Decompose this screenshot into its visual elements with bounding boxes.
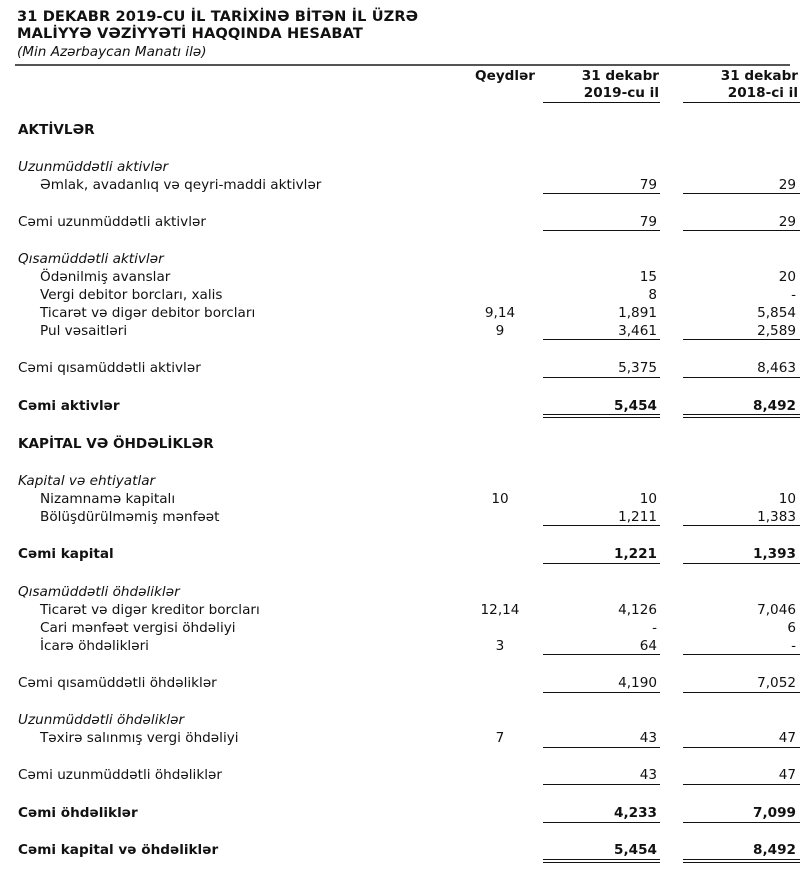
underline — [683, 822, 800, 823]
row-value-2019: 4,190 — [618, 675, 657, 691]
table-row — [0, 601, 800, 619]
double-underline — [683, 414, 800, 418]
row-value-2018: 1,393 — [753, 546, 796, 562]
underline — [683, 525, 800, 526]
row-value-2019: 3,461 — [618, 323, 657, 339]
row-label: Nizamnamə kapitalı — [40, 491, 176, 507]
row-note: 10 — [491, 491, 509, 507]
row-label: Cəmi qısamüddətli öhdəliklər — [18, 675, 217, 691]
underline — [543, 525, 660, 526]
underline — [543, 654, 660, 655]
row-value-2018: 7,046 — [757, 602, 796, 618]
total-row-assets — [0, 397, 800, 415]
row-label: Bölüşdürülməmiş mənfəət — [40, 509, 220, 525]
double-underline — [683, 859, 800, 863]
column-header-2018-line1: 31 dekabr — [720, 68, 798, 84]
underline — [543, 230, 660, 231]
row-label: Cəmi uzunmüddətli öhdəliklər — [18, 767, 222, 783]
underline — [543, 563, 660, 564]
underline — [683, 747, 800, 748]
section-row-assets — [0, 121, 800, 139]
underline — [683, 230, 800, 231]
row-value-2019: 43 — [639, 767, 657, 783]
row-label: Cəmi öhdəliklər — [18, 805, 138, 821]
table-row — [0, 729, 800, 747]
table-row — [0, 268, 800, 286]
row-value-2019: 8 — [648, 287, 657, 303]
row-note: 9 — [495, 323, 505, 339]
row-value-2019: 1,211 — [618, 509, 657, 525]
underline — [683, 563, 800, 564]
total-row-equity — [0, 545, 800, 563]
row-value-2018: 29 — [778, 214, 796, 230]
row-value-2018: - — [791, 287, 796, 303]
row-value-2018: 2,589 — [757, 323, 796, 339]
row-value-2019: 5,454 — [614, 398, 657, 414]
row-value-2019: 79 — [639, 177, 657, 193]
row-label: Cari mənfəət vergisi öhdəliyi — [40, 620, 236, 636]
subtotal-row — [0, 359, 800, 377]
underline — [543, 822, 660, 823]
column-header-2019-line2: 2019-cu il — [583, 85, 659, 101]
group-row-noncurrent-assets — [0, 158, 800, 176]
table-row — [0, 508, 800, 526]
table-row — [0, 286, 800, 304]
group-row-noncurrent-liabilities — [0, 711, 800, 729]
column-header-2018 — [683, 68, 798, 102]
underline — [683, 377, 800, 378]
row-label: KAPİTAL VƏ ÖHDƏLİKLƏR — [18, 436, 214, 452]
underline — [543, 339, 660, 340]
underline — [683, 654, 800, 655]
underline — [543, 193, 660, 194]
subtotal-row — [0, 674, 800, 692]
table-row — [0, 490, 800, 508]
row-value-2019: 1,221 — [614, 546, 657, 562]
row-label: Cəmi kapital və öhdəliklər — [18, 842, 219, 858]
row-label: Təxirə salınmış vergi öhdəliyi — [40, 730, 239, 746]
row-value-2018: 20 — [778, 269, 796, 285]
subtotal-row — [0, 213, 800, 231]
row-note: 3 — [495, 638, 505, 654]
row-value-2018: 47 — [778, 767, 796, 783]
row-value-2018: 7,099 — [753, 805, 796, 821]
row-value-2019: 5,375 — [618, 360, 657, 376]
report-title-line1: 31 DEKABR 2019-CU İL TARİXİNƏ BİTƏN İL ÜZRƏ — [17, 8, 419, 25]
group-row-current-liabilities — [0, 583, 800, 601]
row-note: 7 — [495, 730, 505, 746]
row-value-2018: 29 — [778, 177, 796, 193]
row-value-2019: 79 — [639, 214, 657, 230]
table-row — [0, 619, 800, 637]
row-value-2019: 1,891 — [618, 305, 657, 321]
currency-subtitle: (Min Azərbaycan Manatı ilə) — [17, 44, 207, 60]
row-label: Uzunmüddətli aktivlər — [18, 159, 169, 175]
report-title — [17, 8, 418, 42]
double-underline — [543, 859, 660, 863]
table-row — [0, 304, 800, 322]
underline — [543, 784, 660, 785]
column-header-2019 — [543, 68, 659, 102]
row-value-2018: 6 — [787, 620, 796, 636]
underline — [543, 377, 660, 378]
row-label: Qısamüddətli aktivlər — [18, 251, 164, 267]
underline — [543, 747, 660, 748]
header-rule — [15, 64, 790, 66]
underline — [683, 193, 800, 194]
total-row-liabilities — [0, 804, 800, 822]
row-label: Ticarət və digər debitor borcları — [40, 305, 256, 321]
row-value-2018: 7,052 — [757, 675, 796, 691]
row-value-2018: 8,463 — [757, 360, 796, 376]
group-row-current-assets — [0, 250, 800, 268]
underline — [683, 339, 800, 340]
row-value-2019: 64 — [639, 638, 657, 654]
row-label: Cəmi uzunmüddətli aktivlər — [18, 214, 206, 230]
row-label: Cəmi qısamüddətli aktivlər — [18, 360, 201, 376]
row-label: Əmlak, avadanlıq və qeyri-maddi aktivlər — [40, 177, 322, 193]
subtotal-row — [0, 766, 800, 784]
row-label: Pul vəsaitləri — [40, 323, 128, 339]
row-value-2019: 43 — [639, 730, 657, 746]
row-label: İcarə öhdəlikləri — [40, 638, 149, 654]
row-value-2019: 4,233 — [614, 805, 657, 821]
row-label: Kapital və ehtiyatlar — [18, 473, 156, 489]
report-title-line2: MALİYYƏ VƏZİYYƏTİ HAQQINDA HESABAT — [17, 25, 363, 42]
group-row-equity — [0, 472, 800, 490]
column-header-2019-underline — [543, 102, 660, 103]
row-label: Cəmi kapital — [18, 546, 114, 562]
table-row — [0, 176, 800, 194]
row-value-2019: 10 — [639, 491, 657, 507]
column-header-2018-line2: 2018-ci il — [727, 85, 798, 101]
underline — [683, 692, 800, 693]
underline — [683, 784, 800, 785]
row-value-2019: 15 — [639, 269, 657, 285]
row-value-2018: 1,383 — [757, 509, 796, 525]
row-value-2019: - — [652, 620, 657, 636]
section-row-equity-liabilities — [0, 435, 800, 453]
row-value-2018: 8,492 — [753, 398, 796, 414]
row-value-2018: 5,854 — [757, 305, 796, 321]
column-header-notes: Qeydlər — [475, 68, 535, 84]
row-label: Ödənilmiş avanslar — [40, 269, 171, 285]
row-value-2018: 8,492 — [753, 842, 796, 858]
table-row — [0, 637, 800, 655]
row-label: Qısamüddətli öhdəliklər — [18, 584, 180, 600]
column-header-2019-line1: 31 dekabr — [581, 68, 659, 84]
table-row — [0, 322, 800, 340]
column-header-2018-underline — [683, 102, 800, 103]
row-label: Uzunmüddətli öhdəliklər — [18, 712, 185, 728]
row-label: AKTİVLƏR — [18, 122, 95, 138]
row-value-2018: 47 — [778, 730, 796, 746]
row-note: 12,14 — [480, 602, 520, 618]
row-value-2018: 10 — [778, 491, 796, 507]
total-row-equity-and-liabilities — [0, 841, 800, 859]
double-underline — [543, 414, 660, 418]
underline — [543, 692, 660, 693]
row-value-2018: - — [791, 638, 796, 654]
row-value-2019: 5,454 — [614, 842, 657, 858]
row-value-2019: 4,126 — [618, 602, 657, 618]
row-label: Ticarət və digər kreditor borcları — [40, 602, 260, 618]
row-note: 9,14 — [484, 305, 516, 321]
row-label: Vergi debitor borcları, xalis — [40, 287, 223, 303]
row-label: Cəmi aktivlər — [18, 398, 120, 414]
